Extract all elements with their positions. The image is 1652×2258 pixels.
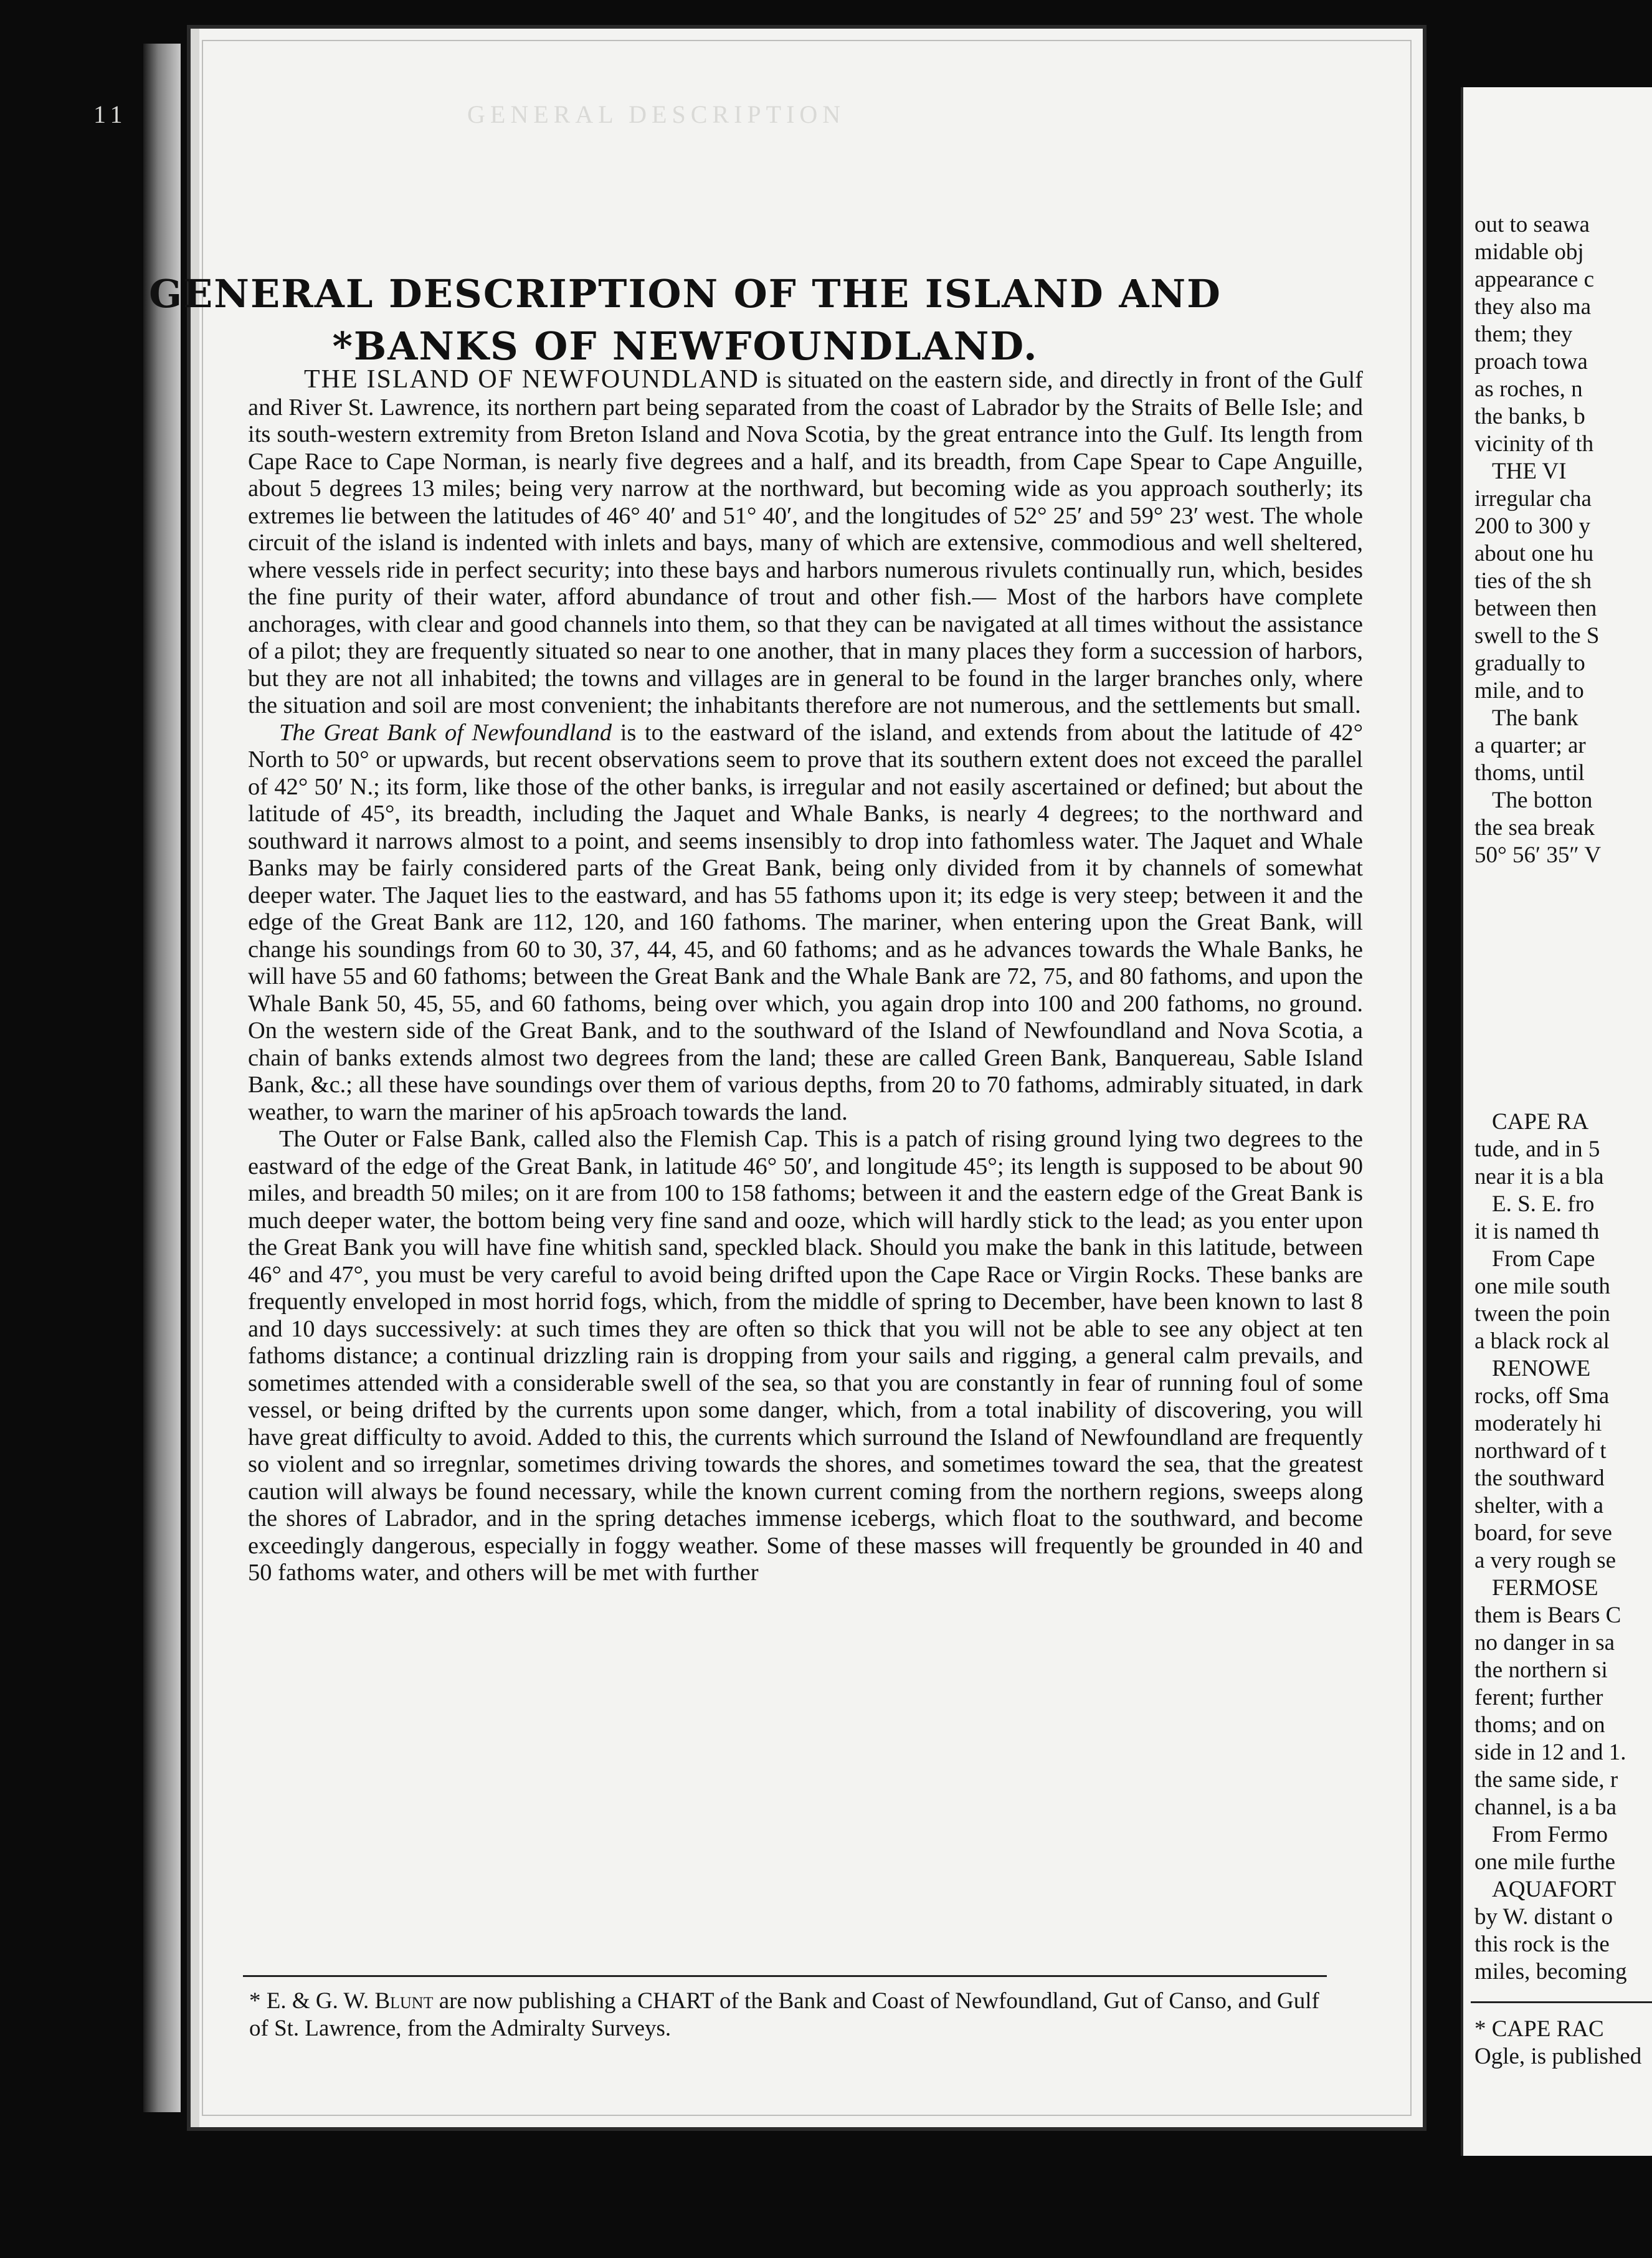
right-page-line: moderately hi — [1474, 1411, 1602, 1436]
right-page-line: proach towa — [1474, 349, 1588, 374]
right-page-line: E. S. E. fro — [1492, 1191, 1595, 1217]
right-page-line: 200 to 300 y — [1474, 513, 1591, 539]
right-page-line: From Fermo — [1492, 1822, 1608, 1847]
right-page-line: RENOWE — [1492, 1356, 1591, 1381]
right-page-line: a quarter; ar — [1474, 733, 1586, 758]
paragraph-island — [248, 366, 1363, 720]
paragraph-text: is situated on the eastern side, and directly in front of the Gulf and River St. Lawrence, its northern part being separated from the coast of Labrador by the Straits of Belle Isle; and its south-western extremity from Breton Island and Nova Scotia, by the great entrance into the Gulf. Its length from Cape Race to Cape Norman, is nearly five degrees and a half, and its breadth, from Cape Spear to Cape Anguille, about 5 degrees 13 miles; being very narrow at the northward, but becoming wide as you approach southerly; its extremes lie between the latitudes of 46° 40′ and 51° 40′, and the longitudes of 52° 25′ and 59° 23′ west. The whole circuit of the island is indented with inlets and bays, many of which are extensive, commodious and well sheltered, where vessels ride in perfect security; into these bays and harbors numerous rivulets continually run, which, besides the fine purity of their water, afford abundance of trout and other fish.— Most of the harbors have complete anchorages, with clear and good channels into them, so that they can be navigated at all times without the assistance of a pilot; they are frequently situated so near to one another, that in many places they form a succession of harbors, but they are not all inhabited; the towns and villages are in general to be found in the larger branches only, where the situation and soil are most convenient; the inhabitants therefore are not numerous, and the settlements but small. — [248, 367, 1363, 718]
right-page-line: channel, is a ba — [1474, 1794, 1617, 1820]
right-page-line: one mile south — [1474, 1274, 1610, 1299]
right-page-line: From Cape — [1492, 1246, 1595, 1272]
page-gutter — [1427, 37, 1464, 2181]
right-page-line: ties of the sh — [1474, 568, 1592, 594]
right-page-line: the northern si — [1474, 1657, 1608, 1683]
running-head-page-number: 11 — [93, 100, 128, 128]
right-page-line: near it is a bla — [1474, 1164, 1604, 1189]
paragraph-outer-bank — [248, 1126, 1363, 1587]
right-page-line: no danger in sa — [1474, 1630, 1615, 1655]
right-page-line: shelter, with a — [1474, 1493, 1604, 1518]
right-page-line: vicinity of th — [1474, 431, 1594, 457]
right-page-line: thoms, until — [1474, 760, 1585, 786]
right-page-line: THE VI — [1492, 459, 1567, 484]
right-page-line: swell to the S — [1474, 623, 1600, 649]
right-page-line: The botton — [1492, 788, 1593, 813]
right-page-line: Ogle, is published — [1474, 2044, 1642, 2069]
right-page-line: board, for seve — [1474, 1520, 1612, 1546]
running-head-text: GENERAL DESCRIPTION — [467, 100, 846, 128]
footnote-mark: * E. & G. W. — [249, 1988, 369, 2014]
footnote-name: Blunt — [374, 1988, 434, 2014]
right-page-line: out to seawa — [1474, 212, 1590, 237]
right-page-line: gradually to — [1474, 650, 1585, 676]
right-page-line: a very rough se — [1474, 1548, 1616, 1573]
paragraph-lead: The Outer or False Bank, — [279, 1126, 526, 1152]
paragraph-text: called also the Flemish Cap. This is a patch of rising ground lying two degrees to the eastward of the edge of the Great Bank, in latitude 46° 50′, and longitude 45°; its length is supposed to be about 90 miles, and breadth 50 miles; on it are from 100 to 158 fathoms; between it and the eastern edge of the Great Bank is much deeper water, the bottom being very fine sand and ooze, which will hardly stick to the lead; as you enter upon the Great Bank you will have fine whitish sand, speckled black. Should you make the bank in this latitude, between 46° and 47°, you must be very careful to avoid being drifted upon the Cape Race or Virgin Rocks. These banks are frequently enveloped in most horrid fogs, which, from the middle of spring to December, have been known to last 8 and 10 days successively: at such times they are often so thick that you will not be able to see any object at ten fathoms distance; a continual drizzling rain is dropping from your sails and rigging, a general calm prevails, and sometimes attended with a considerable swell of the sea, so that you are constantly in fear of running foul of some vessel, or being drifted by the currents upon some danger, which, from a total inability of discovering, you will have great difficulty to avoid. Added to this, the currents which surround the Island of Newfoundland are frequently so violent and so irregnlar, sometimes driving towards the shores, and sometimes toward the sea, that the greatest caution will always be found necessary, while the known current coming from the northern regions, sweeps along the shores of Labrador, and in the spring detaches immense icebergs, which float to the southward, and become exceedingly dangerous, especially in foggy weather. Some of these masses will frequently be grounded in 40 and 50 fathoms water, and others will be met with further — [248, 1126, 1363, 1586]
title-line-1: GENERAL DESCRIPTION OF THE ISLAND AND — [149, 271, 1222, 317]
right-page-line: this rock is the — [1474, 1932, 1610, 1957]
right-page-line: AQUAFORT — [1492, 1877, 1616, 1902]
right-page-line: about one hu — [1474, 541, 1594, 566]
right-page — [1461, 87, 1652, 2156]
right-page-line: * CAPE RAC — [1474, 2016, 1604, 2042]
right-page-line: midable obj — [1474, 239, 1584, 265]
paragraph-lead: The Great Bank of Newfoundland — [279, 719, 612, 746]
footnote-text: are now publishing a CHART of the Bank and Coast of Newfoundland, Gut of Canso, and Gulf of St. Lawrence, from the Admiralty Surveys. — [249, 1988, 1319, 2041]
right-page-line: tude, and in 5 — [1474, 1136, 1600, 1162]
body-text — [248, 366, 1363, 1587]
page-title — [125, 268, 1246, 373]
right-page-line: one mile furthe — [1474, 1849, 1616, 1875]
right-footnote-rule — [1471, 2001, 1652, 2003]
right-page-line: the sea break — [1474, 815, 1595, 841]
right-page-line: they also ma — [1474, 294, 1592, 320]
right-page-line: between then — [1474, 596, 1597, 621]
paragraph-great-bank — [248, 720, 1363, 1127]
right-page-line: side in 12 and 1. — [1474, 1740, 1626, 1765]
paragraph-lead: THE ISLAND OF NEWFOUNDLAND — [304, 365, 759, 394]
right-page-line: it is named th — [1474, 1219, 1600, 1244]
right-page-line: The bank — [1492, 705, 1578, 731]
right-page-line: ferent; further — [1474, 1685, 1603, 1710]
right-page-line: irregular cha — [1474, 486, 1592, 512]
title-line-2: *BANKS OF NEWFOUNDLAND. — [332, 323, 1038, 369]
right-page-line: the same side, r — [1474, 1767, 1618, 1793]
right-page-line: thoms; and on — [1474, 1712, 1605, 1738]
right-page-line: CAPE RA — [1492, 1109, 1589, 1135]
right-page-line: FERMOSE — [1492, 1575, 1598, 1601]
right-page-line: mile, and to — [1474, 678, 1584, 703]
paragraph-text: is to the eastward of the island, and extends from about the latitude of 42° North to 50° or upwards, but recent observations seem to prove that its southern extent does not exceed the parallel of 42° 50′ N.; its form, like those of the other banks, is irregular and not easily ascertained or defined; but about the latitude of 45°, its breadth, including the Jaquet and Whale Banks, is nearly 4 degrees; to the northward and southward it narrows almost to a point, and seems insensibly to drop into fathomless water. The Jaquet and Whale Banks may be fairly considered parts of the Great Bank, being only divided from it by channels of somewhat deeper water. The Jaquet lies to the eastward, and has 55 fathoms upon it; its edge is very steep; between it and the edge of the Great Bank are 112, 120, and 160 fathoms. The mariner, when entering upon the Great Bank, will change his soundings from 60 to 30, 37, 44, 45, and 60 fathoms; and as he advances towards the Whale Banks, he will have 55 and 60 fathoms; between the Great Bank and the Whale Bank are 72, 75, and 80 fathoms, and upon the Whale Bank 50, 45, 55, and 60 fathoms, being over which, you again drop into 100 and 200 fathoms, no ground. On the western side of the Great Bank, and to the southward of the Island of Newfoundland and Nova Scotia, a chain of banks extends almost two degrees from the land; these are called Green Bank, Banquereau, Sable Island Bank, &c.; all these have soundings over them of various depths, from 20 to 70 fathoms, admirably situated, in dark weather, to warn the mariner of his ap5roach towards the land. — [248, 719, 1363, 1125]
footnote-rule — [243, 1975, 1327, 1977]
right-page-line: a black rock al — [1474, 1328, 1610, 1354]
right-page-line: appearance c — [1474, 267, 1595, 292]
right-page-line: them; they — [1474, 322, 1573, 347]
footnote — [249, 1988, 1333, 2042]
right-page-line: the southward — [1474, 1465, 1605, 1491]
right-page-line: 50° 56′ 35″ V — [1474, 842, 1602, 868]
right-page-line: miles, becoming — [1474, 1959, 1627, 1984]
right-page-line: northward of t — [1474, 1438, 1607, 1464]
right-page-line: the banks, b — [1474, 404, 1585, 429]
right-page-line: rocks, off Sma — [1474, 1383, 1610, 1409]
right-page-line: tween the poin — [1474, 1301, 1610, 1327]
right-page-line: them is Bears C — [1474, 1603, 1621, 1628]
right-page-line: by W. distant o — [1474, 1904, 1613, 1930]
right-page-line: as roches, n — [1474, 376, 1583, 402]
